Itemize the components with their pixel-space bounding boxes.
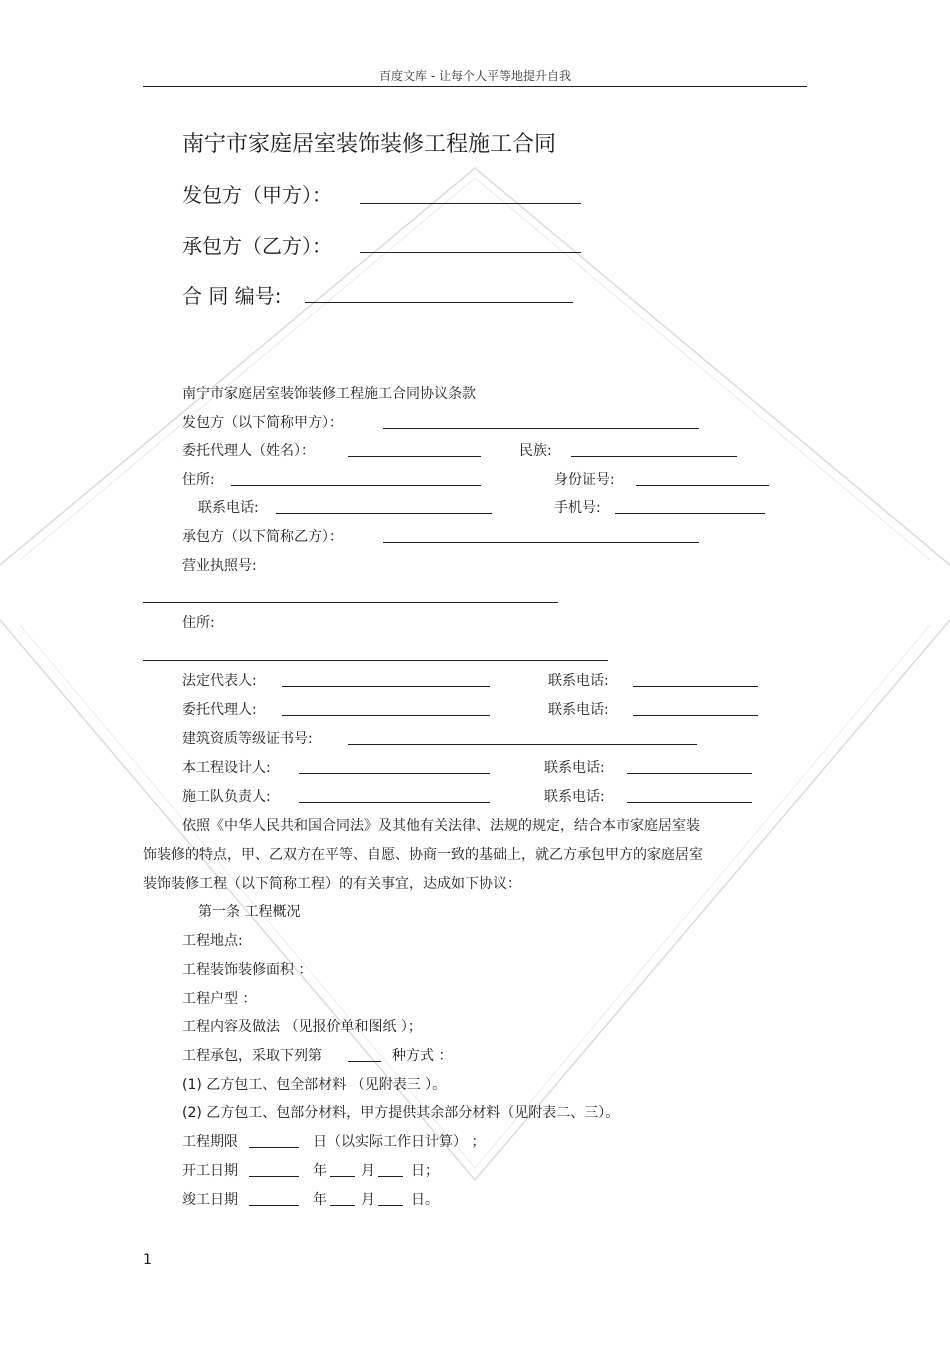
party-b-full-blank [383, 542, 699, 543]
preamble-line-1: 依照《中华人民共和国合同法》及其他有关法律、法规的规定，结合本市家庭居室装 [182, 818, 700, 834]
duration-label: 工程期限 [182, 1134, 238, 1150]
qualification-blank [348, 744, 697, 745]
id-no-label: 身份证号: [554, 472, 615, 488]
legal-rep-phone-label: 联系电话: [548, 673, 609, 689]
start-date-label: 开工日期 [182, 1163, 238, 1179]
designer-phone-label: 联系电话: [544, 760, 605, 776]
end-day-unit: 日。 [411, 1192, 439, 1208]
start-month-unit: 月 [361, 1163, 375, 1179]
id-no-blank [636, 485, 769, 486]
legal-rep-label: 法定代表人: [182, 673, 257, 689]
article-1-heading: 第一条 工程概况 [198, 904, 301, 920]
party-a-full-blank [383, 428, 699, 429]
option-2: (2) 乙方包工、包部分材料，甲方提供其余部分材料（见附表二、三）。 [182, 1105, 620, 1121]
agent-phone-label: 联系电话: [548, 702, 609, 718]
contract-no-label: 合 同 编号: [182, 284, 282, 308]
layout-label: 工程户型 ： [182, 991, 257, 1007]
agent-label: 委托代理人: [182, 702, 257, 718]
party-a-full-label: 发包方（以下简称甲方）： [182, 415, 343, 431]
end-year-unit: 年 [313, 1192, 327, 1208]
address-blank [231, 485, 481, 486]
party-b-label: 承包方（乙方）： [182, 234, 332, 258]
party-a-label: 发包方（甲方）： [182, 183, 332, 207]
team-leader-blank [299, 802, 490, 803]
page-number: 1 [143, 1252, 152, 1268]
start-year-unit: 年 [313, 1163, 327, 1179]
end-year-blank [249, 1205, 299, 1206]
contract-mode-label: 工程承包，采取下列第 [182, 1048, 322, 1064]
start-day-unit: 日； [411, 1163, 439, 1179]
content-label: 工程内容及做法 （见报价单和图纸 ）； [182, 1019, 422, 1035]
legal-rep-blank [282, 686, 490, 687]
start-day-blank [378, 1176, 403, 1177]
agent-name-blank [348, 456, 481, 457]
designer-phone-blank [627, 773, 752, 774]
designer-blank [299, 773, 490, 774]
page-header: 百度文库 - 让每个人平等地提升自我 [379, 69, 571, 83]
agent-blank [282, 715, 490, 716]
agent-phone-blank [633, 715, 758, 716]
ethnicity-blank [571, 456, 737, 457]
option-1: (1) 乙方包工、包全部材料 （见附表三 ）。 [182, 1077, 447, 1093]
start-month-blank [330, 1176, 355, 1177]
party-a-blank [360, 203, 581, 204]
preamble-line-2: 饰装修的特点，甲、乙双方在平等、自愿、协商一致的基础上，就乙方承包甲方的家庭居室 [143, 847, 703, 863]
end-day-blank [378, 1205, 403, 1206]
area-label: 工程装饰装修面积 ： [182, 962, 313, 978]
duration-suffix: 日（以实际工作日计算） ； [313, 1134, 486, 1150]
team-leader-label: 施工队负责人: [182, 789, 271, 805]
mobile-blank [615, 513, 765, 514]
address2-label: 住所: [182, 615, 215, 631]
header-rule [143, 86, 807, 87]
contract-mode-suffix: 种方式 ： [392, 1048, 453, 1064]
site-label: 工程地点: [182, 933, 243, 949]
document-title: 南宁市家庭居室装饰装修工程施工合同 [182, 132, 557, 157]
end-month-unit: 月 [361, 1192, 375, 1208]
contract-mode-blank [348, 1061, 381, 1062]
address-label: 住所: [182, 472, 215, 488]
team-leader-phone-blank [627, 802, 752, 803]
address2-blank [143, 660, 608, 661]
phone-blank [276, 513, 492, 514]
agreement-heading: 南宁市家庭居室装饰装修工程施工合同协议条款 [182, 386, 476, 402]
phone-label: 联系电话: [198, 500, 259, 516]
contract-no-blank [305, 302, 573, 303]
duration-blank [249, 1147, 299, 1148]
start-year-blank [249, 1176, 299, 1177]
ethnicity-label: 民族: [519, 443, 552, 459]
team-leader-phone-label: 联系电话: [544, 789, 605, 805]
preamble-line-3: 装饰装修工程（以下简称工程）的有关事宜，达成如下协议： [143, 876, 521, 892]
end-date-label: 竣工日期 [182, 1192, 238, 1208]
designer-label: 本工程设计人: [182, 760, 271, 776]
party-b-full-label: 承包方（以下简称乙方）： [182, 529, 343, 545]
end-month-blank [330, 1205, 355, 1206]
qualification-label: 建筑资质等级证书号: [182, 731, 313, 747]
mobile-label: 手机号: [554, 500, 601, 516]
party-b-blank [360, 252, 581, 253]
legal-rep-phone-blank [633, 686, 758, 687]
license-no-blank [143, 602, 558, 603]
license-no-label: 营业执照号: [182, 558, 257, 574]
agent-name-label: 委托代理人（姓名）： [182, 443, 315, 459]
